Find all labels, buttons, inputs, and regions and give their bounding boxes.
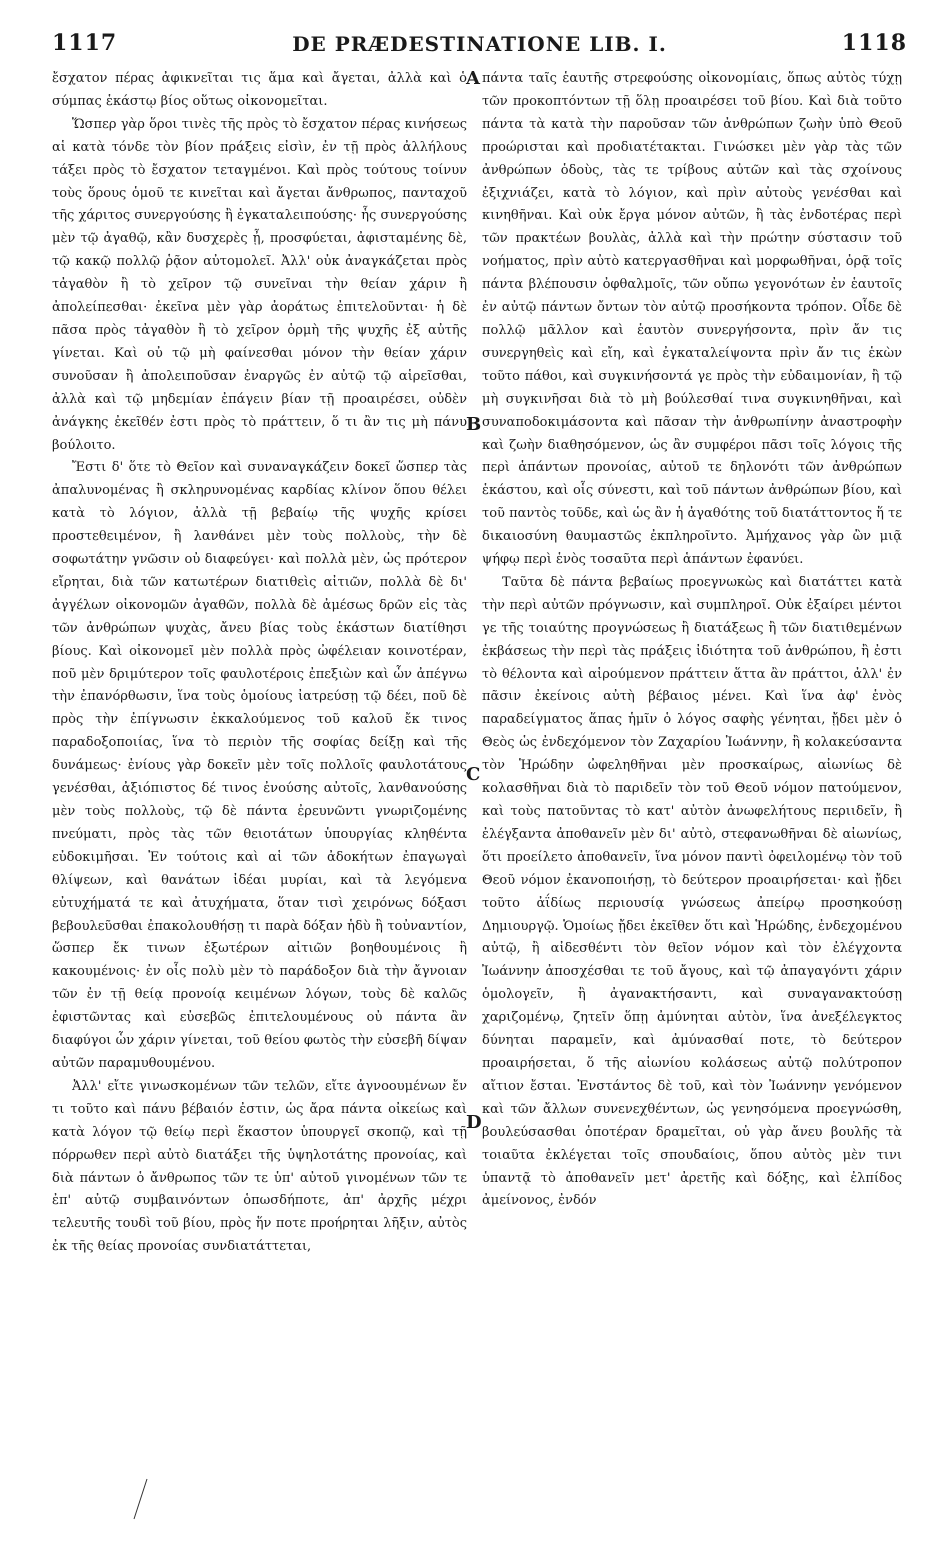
- paragraph: Ἀλλ' εἴτε γινωσκομένων τῶν τελῶν, εἴτε ἀγνοουμένων ἔν τι τοῦτο καὶ πάνυ βέβαιόν ἐστιν, ὡς ἄρα πάντα οἰκείως καὶ κατὰ λόγον τῷ θείῳ περὶ ἕκαστον ὑπουργεῖ σκοπῷ, καὶ τῇ πόρρωθεν περὶ αὐτὸ διατάξει τῆς ὑψηλοτάτης προνοίας, καὶ διὰ πάντων ὁ ἄνθρωπος τῶν τε ὑπ' αὐτοῦ γινομένων τῶν τε ἐπ' αὐτῷ συμβαινόντων ὁπωσδήποτε, ἀπ' ἀρχῆς μέχρι τελευτῆς τουδὶ τοῦ βίου, πρὸς ἥν ποτε προήρηται λῆξιν, αὐτὸς ἐκ τῆς θείας προνοίας συνδιατάττεται,: [52, 1078, 467, 1255]
- paragraph: πάντα ταῖς ἑαυτῆς στρεφούσης οἰκονομίαις, ὅπως αὐτὸς τύχῃ τῶν προκοπτόντων τῇ ὅλῃ προαιρέσει τοῦ βίου. Καὶ διὰ τοῦτο πάντα τὰ κατὰ τὴν παροῦσαν τῶν ἀνθρώπων ζωὴν ὑπὸ Θεοῦ προώρισται καὶ προδιατέτακται. Γινώσκει μὲν γὰρ τὰς τῶν ἀνθρώπων ὁδοὺς, τὰς τε τρίβους αὐτῶν καὶ τὰς σχοίνους ἐξιχνιάζει, κατὰ τὸ λόγιον, καὶ πρὶν αὐτοὺς γενέσθαι καὶ κινηθῆναι. Καὶ οὐκ ἔργα μόνον αὐτῶν, ἢ τὰς ἐνδοτέρας περὶ τῶν πρακτέων βουλὰς, ἀλλὰ καὶ τὴν πρώτην σύστασιν τοῦ νοήματος, πρὶν αὐτὸ κατεργασθῆναι καὶ μορφωθῆναι, ὁρᾷ τοῖς πάντα βλέπουσιν ὀφθαλμοῖς, τῶν οὔπω γεγονότων ἐν ἑαυτοῖς ἐν αὐτῷ πάντων ὄντων τὸν αὐτῷ προσήκοντα τρόπον. Οἶδε δὲ πολλῷ μᾶλλον καὶ ἑαυτὸν συνεργήσοντα, πρὶν ἄν τις συνεργηθεὶς καὶ εἴη, καὶ ἐγκαταλείψοντα πρὶν ἄν τις ἑκὼν τοῦτο πάθοι, καὶ συγκινήσοντά γε πρὸς τὴν εὐδαιμονίαν, ἢ τῷ μὴ συγκινῆσαι διὰ τὸ μὴ βούλεσθαί τινα συγκινηθῆναι, καὶ συναποδοκιμάσοντα καὶ πᾶσαν τὴν ἀνθρωπίνην ἀναστροφὴν καὶ ζωὴν διαθησόμενον, ὡς ἂν συμφέροι πᾶσι τοῖς λόγοις τῆς περὶ ἁπάντων προνοίας, αὐτοῦ τε δηλονότι τῶν ἀνθρώπων ἑκάστου, καὶ οἷς σύνεστι, καὶ τοῦ πάντων ἀνθρώπων βίου, καὶ τοῦ παντὸς τοῦδε, καὶ ὡς ἂν ἡ ἀγαθότης τοῦ διατάττοντος ἥ τε δικαιοσύνη θαυμαστῶς ἐκπληροῖντο. Ἀμήχανος γὰρ ὢν μιᾷ ψήφῳ περὶ ἑνὸς τοσαῦτα περὶ ἁπάντων ἐφανύει.: [482, 71, 902, 568]
- left-text-column: [52, 68, 467, 1508]
- paragraph: Ὥσπερ γὰρ ὅροι τινὲς τῆς πρὸς τὸ ἔσχατον πέρας κινήσεως αἱ κατὰ τόνδε τὸν βίον πράξεις εἰσὶν, ἐν τῇ πρὸς ἀλλήλους τάξει πρὸς τὸ ἔσχατον τεταγμένοι. Καὶ πρὸς τούτους τοίνυν τοὺς ὅρους ὁμοῦ τε κινεῖται καὶ ἄγεται ἄνθρωπος, πανταχοῦ τῆς χάριτος συνεργούσης ἢ ἐγκαταλειπούσης· ἧς συνεργούσης μὲν τῷ ἀγαθῷ, κἂν δυσχερὲς ᾖ, προσφύεται, ἀφισταμένης δὲ, τῷ κακῷ πολλῷ ῥᾷον αὐτομολεῖ. Ἀλλ' οὐκ ἀναγκάζεται πρὸς τἀγαθὸν ἢ τὸ χεῖρον τῷ συνεῖναι τὴν θείαν χάριν ἢ ἀπολείπεσθαι· ἐκεῖνα μὲν γὰρ ἀοράτως ἐπιτελοῦνται· ἡ δὲ πᾶσα πρὸς τἀγαθὸν ἢ τὸ χεῖρον ὁρμὴ τῆς ψυχῆς ἐξ αὐτῆς γίνεται. Καὶ οὐ τῷ μὴ φαίνεσθαι μόνον τὴν θείαν χάριν συνοῦσαν ἢ ἀπολειποῦσαν ἐναργῶς ἐν αὐτῷ τῷ αἱρεῖσθαι, ἀλλὰ καὶ τῷ μηδεμίαν ἐπάγειν βίαν τῇ προαιρέσει, οὐδὲν ἀνάγκης ἐκεῖθέν ἐστι πρὸς τὸ πράττειν, ὅ τι ἂν τις μὴ πάνυ βούλοιτο.: [52, 116, 467, 453]
- paragraph: Ταῦτα δὲ πάντα βεβαίως προεγνωκὼς καὶ διατάττει κατὰ τὴν περὶ αὐτῶν πρόγνωσιν, καὶ συμπληροῖ. Οὐκ ἐξαίρει μέντοι γε τῆς τοιαύτης προγνώσεως ἢ διατάξεως ἢ τῶν διατιθεμένων ἐκβάσεως τὴν περὶ τὰς πράξεις ἰδιότητα τοῦ ἀνθρώπου, ἢ ἐστι τὸ θέλοντα καὶ αἱρούμενον πράττειν ἅττα ἂν πράττοι, ἀλλ' ἐν πᾶσιν ἐκείνοις αὐτὴ βέβαιος μένει. Καὶ ἵνα ἀφ' ἑνὸς παραδείγματος ἅπας ἡμῖν ὁ λόγος σαφὴς γένηται, ᾔδει μὲν ὁ Θεὸς ὡς ἐνδεχόμενον τὸν Ζαχαρίου Ἰωάννην, ἢ κολακεύσαντα τὸν Ἡρώδην ὠφεληθῆναι μὲν προσκαίρως, αἰωνίως δὲ κολασθῆναι διὰ τὸ παριδεῖν τὸν τοῦ Θεοῦ νόμον πατούμενον, καὶ τοὺς πατοῦντας τὸ κατ' αὐτὸν ἀνωφελήτους περιιδεῖν, ἢ ἐλέγξαντα ἀποθανεῖν μὲν δι' αὐτὸ, στεφανωθῆναι δὲ αἰωνίως, ὅτι προείλετο ἀποθανεῖν, ἵνα μόνον παντὶ ὀφειλομένῳ τὸν τοῦ Θεοῦ νόμον ἐκανοποιήσῃ, τὸ δεύτερον προαιρήσεται· καὶ ᾔδει τοῦτο ἀΐδίως περιουσίᾳ γνώσεως ἀπείρῳ προσηκούσῃ Δημιουργῷ. Ὁμοίως ᾔδει ἐκεῖθεν ὅτι καὶ Ἡρώδης, ἐνδεχομένου αὐτῷ, ἢ αἰδεσθέντι τὸν θεῖον νόμον καὶ τὸν ἐλέγχοντα Ἰωάννην ἀποσχέσθαι τε τοῦ ἄγους, καὶ τῷ ἀπαγαγόντι χάριν ὁμολογεῖν, ἢ ἀγανακτήσαντι, καὶ συναγανακτούσῃ χαριζομένῳ, ζητεῖν ὅπῃ ἀμύνηται αὐτὸν, ἵνα ἀνεξέλεγκτος δύνηται παραμεῖν, καὶ ἀμύνασθαί ποτε, τὸ δεύτερον προαιρήσεται, ὅ τῆς αἰωνίου κολάσεως αὐτῷ πολύτροπον αἴτιον ἔσται. Ἐνστάντος δὲ τοῦ, καὶ τὸν Ἰωάννην γενόμενον καὶ τῶν ἄλλων συνενεχθέντων, ὡς γενησόμενα προεγνώσθη, βουλεύσασθαι ὁποτέραν δραμεῖται, οὐ γὰρ ἄνευ βουλῆς τὰ τοιαῦτα ἐκλέγεται τοῖς σπουδαίοις, ὅπου αὐτὸς μὲν τινι ὑπαντᾷ τὸ ἀποθανεῖν μετ' ἀρετῆς καὶ δόξης, καὶ ἐλπίδος ἀμείνονος, ἐνδόν: [482, 574, 902, 1209]
- section-marker-a: A: [466, 68, 480, 89]
- page-header: [52, 30, 907, 64]
- section-marker-b: B: [466, 414, 482, 435]
- right-text-column: [482, 68, 902, 1508]
- paragraph: Ἔστι δ' ὅτε τὸ Θεῖον καὶ συναναγκάζειν δοκεῖ ὥσπερ τὰς ἀπαλυνομένας ἢ σκληρυνομένας καρδίας κλίνον ὅπου θέλει κατὰ τὸ λόγιον, ἀλλὰ τῇ βεβαίῳ τῆς ψυχῆς κρίσει προστεθειμένον, ἢ λανθάνει μὲν τοὺς πολλοὺς, τὴν δὲ σοφωτάτην γνῶσιν οὐ διαφεύγει· καὶ πολλὰ μὲν, ὡς πρότερον εἴρηται, διὰ τῶν κατωτέρων διατιθεὶς αἰτιῶν, πολλὰ δὲ δι' ἀγγέλων οἰκονομῶν ἀγαθῶν, πολλὰ δὲ ἀμέσως δρῶν εἰς τὰς τῶν ἀνθρώπων ψυχὰς, ἄνευ βίας τοὺς ἑκάστων διατίθησι βίους. Καὶ οἰκονομεῖ μὲν πολλὰ πρὸς ὠφέλειαν κοινοτέραν, ποῦ μὲν δριμύτερον τοῖς φαυλοτέροις ἐπεξιὼν καὶ ὧν ἀπέγνω τὴν ἐπανόρθωσιν, ἵνα τοὺς ὁμοίους ἰατρεύσῃ τῷ δέει, ποῦ δὲ πρὸς τὴν ἐπίγνωσιν ἐκκαλούμενος τοῦ καλοῦ ἔκ τινος παραδοξοποιίας, ἵνα τὸ περιὸν τῆς σοφίας δείξῃ καὶ τῆς δυνάμεως· ἐνίους γὰρ δοκεῖν μὲν τοῖς πολλοῖς φαυλοτάτους γενέσθαι, ἀξιόπιστος δέ τινος ἐνούσης αὐτοῖς, λανθανούσης μὲν τοὺς πολλοὺς, τῷ δὲ πάντα ἐρευνῶντι γνωριζομένης πνεύματι, πρὸς τὰς τῶν θειοτάτων ὑπουργίας κληθέντα εὐδοκιμῆσαι. Ἐν τούτοις καὶ αἱ τῶν ἀδοκήτων ἐπαγωγαὶ θλίψεων, καὶ θανάτων ἰδέαι μυρίαι, καὶ τὰ λεγόμενα εὐτυχήματά τε καὶ ἀτυχήματα, ὅταν τισὶ χειρόνως δόξασι βεβουλεῦσθαι ἐπακολουθήσῃ τι παρὰ δόξαν ἡδὺ ἢ τοὐναντίον, ὥσπερ ἔκ τινων ἐξωτέρων αἰτιῶν βοηθουμένοις ἢ κακουμένοις· ἐν οἷς πολὺ μὲν τὸ παράδοξον διὰ τὴν ἄγνοιαν τῶν ἐν τῇ θείᾳ προνοίᾳ κειμένων λόγων, τοὺς δὲ καλῶς ἐφιστῶντας καὶ εὐσεβῶς ἐπιτελουμένους οὐ πάντα ἂν διαφύγοι ὧν χάριν γίνεται, τοῦ θείου φωτὸς τὴν εὐσεβῆ δίψαν αὐτῶν παραμυθουμένου.: [52, 460, 467, 1071]
- right-column-number: 1118: [841, 30, 907, 56]
- running-title: DE PRÆDESTINATIONE LIB. I.: [292, 32, 667, 56]
- section-marker-c: C: [466, 764, 481, 785]
- section-marker-d: D: [466, 1112, 482, 1133]
- paragraph: ἔσχατον πέρας ἀφικνεῖται τις ἅμα καὶ ἄγεται, ἀλλὰ καὶ ὁ σύμπας ἑκάστῳ βίος οὕτως οἰκονομεῖται.: [52, 71, 467, 109]
- left-column-number: 1117: [52, 30, 118, 56]
